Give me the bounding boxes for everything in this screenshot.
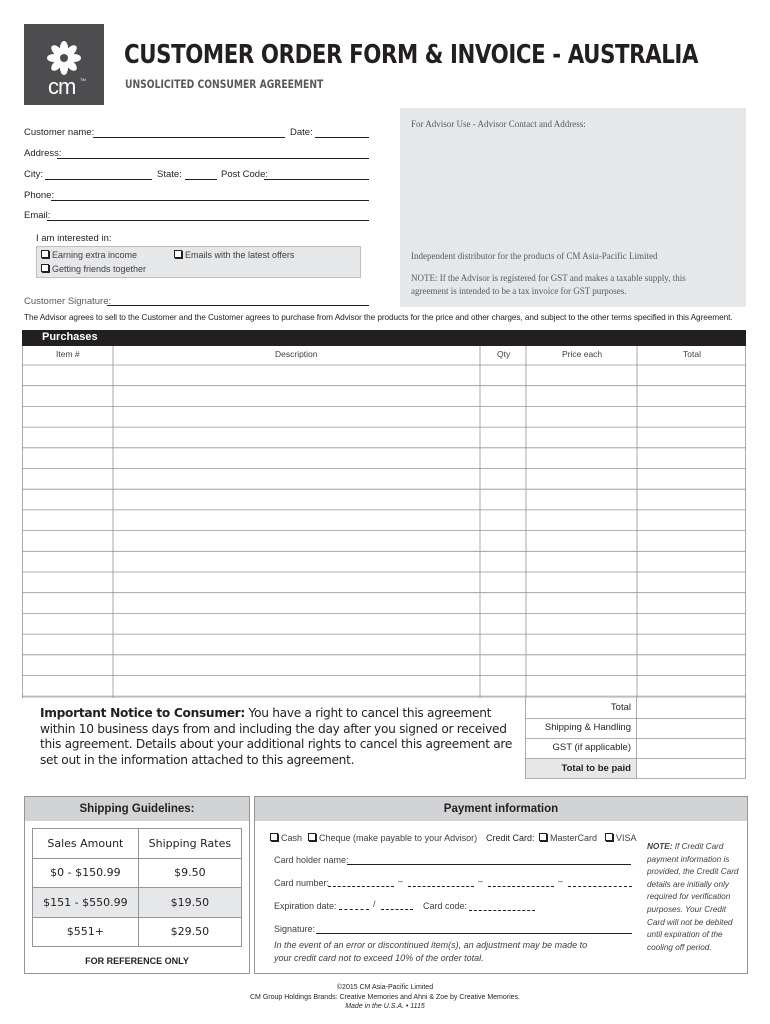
signature-label: Signature: bbox=[274, 924, 316, 934]
payment-title: Payment information bbox=[255, 797, 747, 821]
page-subtitle: UNSOLICITED CONSUMER AGREEMENT bbox=[125, 77, 324, 91]
purchases-grid[interactable] bbox=[22, 330, 746, 698]
expiration-label: Expiration date: bbox=[274, 901, 337, 911]
page-title: CUSTOMER ORDER FORM & INVOICE - AUSTRALIA bbox=[124, 40, 699, 70]
postcode-label: Post Code: bbox=[221, 169, 268, 180]
col-total: Total bbox=[683, 349, 701, 359]
credit-card-note: NOTE: If Credit Card payment information is provided, the Credit Card details are initially only required for verification purposes. Your Credit Card will not be debited until expiration of the cooling off period. bbox=[647, 842, 739, 952]
checkbox-icon[interactable] bbox=[605, 833, 613, 841]
col-qty: Qty bbox=[497, 349, 511, 359]
amount-cell: $151 - $550.99 bbox=[33, 888, 139, 918]
interest-options bbox=[36, 246, 361, 278]
card-number-label: Card number: bbox=[274, 878, 330, 888]
made-in: Made in the U.S.A. • 1115 bbox=[345, 1003, 425, 1010]
copyright: ©2015 CM Asia-Pacific Limited bbox=[336, 984, 434, 991]
card-code-label: Card code: bbox=[423, 901, 468, 911]
total-to-pay-label: Total to be paid bbox=[561, 763, 631, 774]
option-mastercard[interactable]: MasterCard bbox=[539, 833, 597, 843]
totals-values[interactable] bbox=[637, 699, 745, 779]
checkbox-icon[interactable] bbox=[539, 833, 547, 841]
shipping-title: Shipping Guidelines: bbox=[25, 797, 249, 821]
email-input[interactable] bbox=[47, 220, 369, 221]
card-code-input[interactable] bbox=[469, 910, 535, 911]
total-label: Total bbox=[610, 702, 631, 713]
phone-input[interactable] bbox=[51, 200, 369, 201]
rate-cell: $29.50 bbox=[138, 917, 241, 947]
notice-heading: Important Notice to Consumer: bbox=[40, 706, 245, 720]
totals-labels bbox=[525, 702, 631, 782]
payment-information bbox=[254, 796, 748, 974]
card-holder-input[interactable] bbox=[347, 864, 631, 865]
signature-input[interactable] bbox=[107, 305, 369, 306]
col-description: Description bbox=[275, 349, 318, 359]
option-emails[interactable]: Emails with the latest offers bbox=[174, 250, 294, 260]
rate-cell: $19.50 bbox=[138, 888, 241, 918]
option-friends[interactable]: Getting friends together bbox=[41, 264, 146, 274]
col-price: Price each bbox=[562, 349, 603, 359]
logo-tm: TM bbox=[80, 77, 86, 82]
col-item: Item # bbox=[56, 349, 80, 359]
customer-name-input[interactable] bbox=[93, 137, 285, 138]
consumer-notice bbox=[40, 706, 520, 768]
purchases-title: Purchases bbox=[42, 331, 98, 343]
error-note-line2: your credit card not to exceed 10% of the order total. bbox=[274, 953, 484, 963]
payment-signature-input[interactable] bbox=[316, 933, 632, 934]
customer-name-label: Customer name: bbox=[24, 127, 95, 138]
checkbox-icon[interactable] bbox=[308, 833, 316, 841]
state-input[interactable] bbox=[185, 179, 217, 180]
advisor-heading: For Advisor Use - Advisor Contact and Address: bbox=[411, 119, 586, 129]
card-number-input[interactable]: – – – bbox=[328, 876, 633, 888]
date-label: Date: bbox=[290, 127, 313, 138]
sales-amount-header: Sales Amount bbox=[33, 829, 139, 859]
footer bbox=[0, 983, 770, 1012]
shipping-rates-header: Shipping Rates bbox=[138, 829, 241, 859]
address-input[interactable] bbox=[57, 158, 369, 159]
option-extra-income[interactable]: Earning extra income bbox=[41, 250, 137, 260]
card-holder-label: Card holder name: bbox=[274, 855, 349, 865]
postcode-input[interactable] bbox=[264, 179, 369, 180]
option-visa[interactable]: VISA bbox=[605, 833, 637, 843]
brands: CM Group Holdings Brands: Creative Memories and Ahni & Zoe by Creative Memories. bbox=[250, 993, 520, 1001]
option-cash[interactable]: Cash bbox=[270, 833, 302, 843]
phone-label: Phone: bbox=[24, 190, 55, 201]
city-input[interactable] bbox=[45, 179, 152, 180]
shipping-table bbox=[32, 828, 242, 947]
distributor-text: Independent distributor for the products of CM Asia-Pacific Limited bbox=[411, 251, 658, 261]
amount-cell: $0 - $150.99 bbox=[33, 858, 139, 888]
interest-label: I am interested in: bbox=[36, 233, 112, 244]
reference-only: FOR REFERENCE ONLY bbox=[85, 956, 189, 966]
logo-text: cm bbox=[48, 74, 76, 99]
signature-label: Customer Signature: bbox=[24, 296, 112, 307]
advisor-box bbox=[400, 108, 746, 307]
amount-cell: $551+ bbox=[33, 917, 139, 947]
purchases-table bbox=[22, 330, 746, 698]
option-cheque[interactable]: Cheque (make payable to your Advisor) bbox=[308, 833, 477, 843]
city-label: City: bbox=[24, 169, 43, 180]
expiration-input[interactable]: / bbox=[339, 899, 415, 911]
checkbox-icon[interactable] bbox=[41, 250, 49, 258]
date-input[interactable] bbox=[315, 137, 369, 138]
error-note-line1: In the event of an error or discontinued item(s), an adjustment may be made to bbox=[274, 940, 588, 950]
checkbox-icon[interactable] bbox=[270, 833, 278, 841]
gst-label: GST (if applicable) bbox=[552, 742, 631, 753]
cm-logo bbox=[24, 24, 104, 105]
shipping-label: Shipping & Handling bbox=[544, 722, 631, 733]
checkbox-icon[interactable] bbox=[41, 264, 49, 272]
state-label: State: bbox=[157, 169, 182, 180]
checkbox-icon[interactable] bbox=[174, 250, 182, 258]
credit-card-label: Credit Card: bbox=[486, 833, 535, 843]
shipping-guidelines bbox=[24, 796, 250, 974]
address-label: Address: bbox=[24, 148, 62, 159]
notice-text: You have a right to cancel this agreement within 10 business days from and including the day after you signed or received this agreement. Details about your additional rights to cancel this agreement are set out in the information attached to this agreement. bbox=[40, 706, 513, 767]
gst-note-line2: agreement is intended to be a tax invoice for GST purposes. bbox=[411, 286, 627, 296]
gst-note-line1: NOTE: If the Advisor is registered for GST and makes a taxable supply, this bbox=[411, 273, 686, 283]
agreement-text: The Advisor agrees to sell to the Customer and the Customer agrees to purchase from Advisor the products for the price and other charges, and subject to the other terms specified in this Agreement. bbox=[24, 312, 733, 322]
rate-cell: $9.50 bbox=[138, 858, 241, 888]
email-label: Email: bbox=[24, 210, 51, 221]
